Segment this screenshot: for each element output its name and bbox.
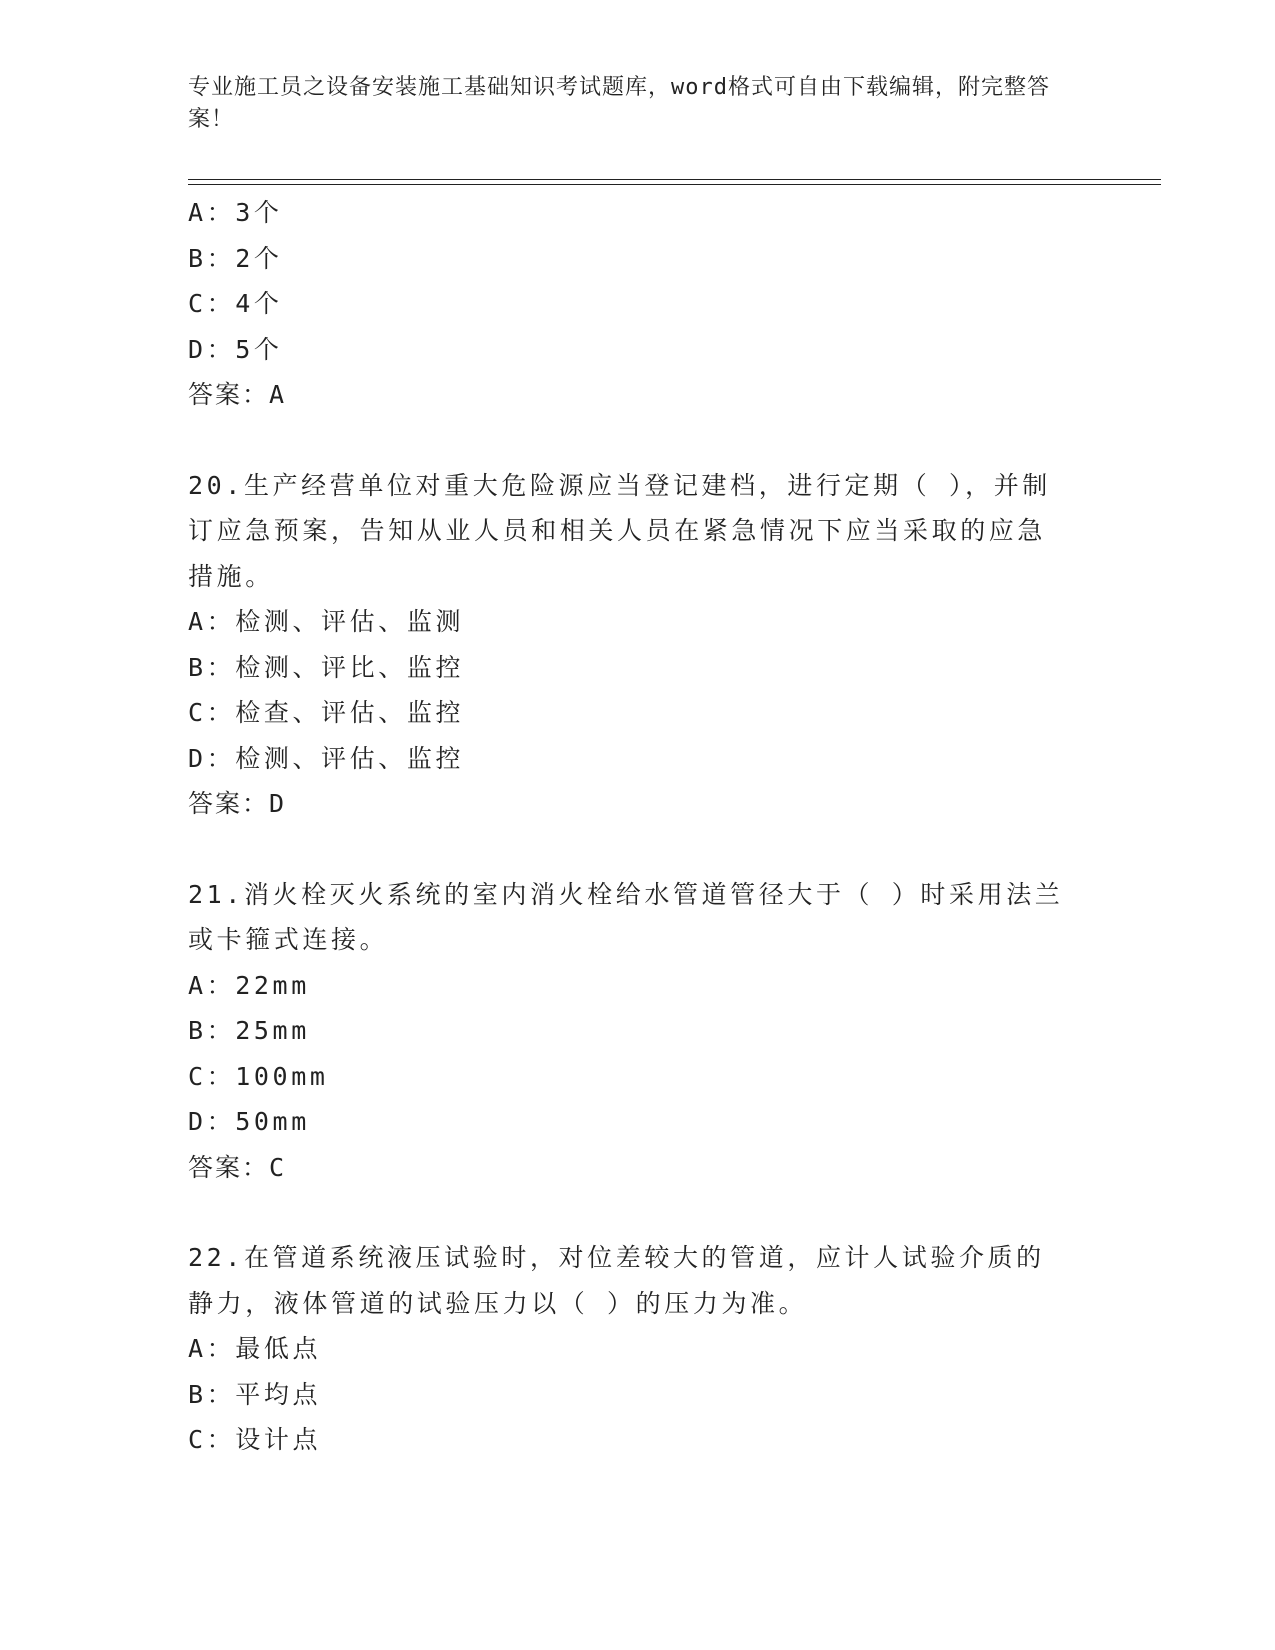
- option-b: B：2个: [188, 243, 283, 273]
- option-b: B：25mm: [188, 1016, 310, 1045]
- answer-line: 答案：D: [188, 789, 287, 818]
- option-c: C：设计点: [188, 1425, 322, 1454]
- previous-question: [188, 190, 1068, 418]
- option-d: D：5个: [188, 334, 283, 364]
- question-text: 22.在管道系统液压试验时，对位差较大的管道，应计人试验介质的静力，液体管道的试验压力以（ ）的压力为准。: [188, 1243, 1045, 1318]
- question-22: [188, 1235, 1068, 1463]
- document-header: [188, 72, 1068, 136]
- answer-line: 答案：C: [188, 1152, 287, 1182]
- answer-line: 答案：A: [188, 380, 287, 409]
- option-b: B：平均点: [188, 1379, 322, 1409]
- header-title: 专业施工员之设备安装施工基础知识考试题库，word格式可自由下载编辑，附完整答案！: [188, 75, 1050, 132]
- option-d: D：50mm: [188, 1107, 310, 1136]
- question-20: [188, 463, 1068, 827]
- option-a: A：最低点: [188, 1334, 322, 1363]
- question-21: [188, 872, 1068, 1191]
- option-c: C：4个: [188, 289, 283, 318]
- option-c: C：100mm: [188, 1061, 329, 1091]
- question-text: 20.生产经营单位对重大危险源应当登记建档，进行定期（ ），并制订应急预案，告知从业人员和相关人员在紧急情况下应当采取的应急措施。: [188, 470, 1051, 591]
- option-a: A：检测、评估、监测: [188, 607, 465, 636]
- option-a: A：3个: [188, 198, 283, 227]
- header-divider-bottom: [188, 184, 1161, 185]
- header-divider-top: [188, 179, 1161, 180]
- option-d: D：检测、评估、监控: [188, 743, 465, 773]
- option-a: A：22mm: [188, 970, 310, 1000]
- document-body: [188, 190, 1068, 1463]
- option-c: C：检查、评估、监控: [188, 698, 465, 727]
- question-text: 21.消火栓灭火系统的室内消火栓给水管道管径大于（ ）时采用法兰或卡箍式连接。: [188, 879, 1064, 954]
- option-b: B：检测、评比、监控: [188, 652, 465, 682]
